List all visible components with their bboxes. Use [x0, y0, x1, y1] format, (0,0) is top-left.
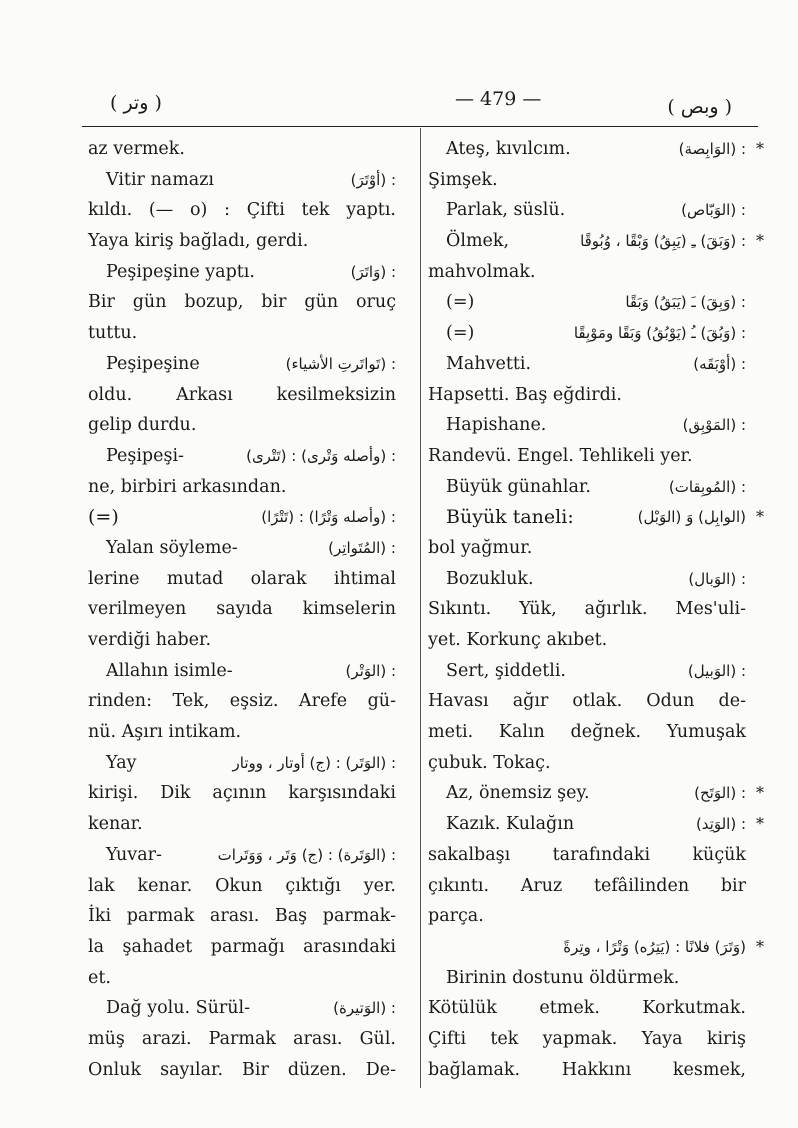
- entry-star-marker: *: [756, 231, 764, 251]
- entry-text: Hapsetti. Baş eğdirdi.: [428, 384, 622, 405]
- arabic-headword: : (أوْبَقَه): [693, 354, 746, 373]
- entry-line: [428, 410, 746, 441]
- entry-text: Yuvar-: [106, 844, 162, 865]
- arabic-headword: : (الوَتَر) : (ج) أوتار ، ووتار: [232, 753, 396, 772]
- entry-line: [88, 1024, 396, 1055]
- page-number: — 479 —: [455, 88, 542, 110]
- header-right-root: ( وبص ): [667, 96, 732, 118]
- arabic-headword: : (الوَتيرة): [333, 999, 396, 1018]
- right-column: [428, 134, 764, 1085]
- entry-line: [88, 594, 396, 625]
- entry-text: verdiği haber.: [88, 630, 212, 650]
- entry-text: Peşipeşine yaptı.: [106, 261, 255, 282]
- entry-text: Büyük taneli:: [446, 506, 574, 529]
- arabic-headword: (وَتَرَ) فلانًا : (يَتِرُه) وَتْرًا ، وتِرةً: [563, 937, 746, 956]
- entry-text: Havası ağır otlak. Odun de-: [428, 691, 746, 712]
- entry-text: Dağ yolu. Sürül-: [106, 998, 251, 1019]
- entry-text: çubuk. Tokaç.: [428, 752, 551, 773]
- entry-line: [88, 195, 396, 226]
- entry-line: [428, 257, 746, 288]
- entry-text: nü. Aşırı intikam.: [88, 722, 242, 743]
- entry-text: rinden: Tek, eşsiz. Arefe gü-: [88, 691, 396, 712]
- entry-text: (=): [446, 292, 475, 313]
- entry-line: [88, 778, 396, 809]
- entry-star-marker: *: [756, 139, 764, 158]
- entry-line: [428, 165, 746, 196]
- entry-line: [428, 963, 746, 994]
- entry-line: [428, 748, 746, 779]
- entry-text: müş arazi. Parmak arası. Gül.: [88, 1028, 396, 1049]
- entry-line: [88, 717, 396, 748]
- entry-line: [428, 717, 746, 748]
- entry-line: [428, 993, 746, 1024]
- entry-text: Sıkıntı. Yük, ağırlık. Mes'uli-: [428, 599, 746, 620]
- entry-line: [88, 963, 396, 994]
- entry-text: Onluk sayılar. Bir düzen. De-: [88, 1059, 396, 1080]
- entry-text: kirişi. Dik açının karşısındaki: [88, 783, 396, 804]
- entry-text: Kazık. Kulağın: [446, 814, 575, 835]
- entry-star-marker: *: [756, 814, 764, 834]
- entry-line: [428, 564, 746, 595]
- entry-line: [88, 1055, 396, 1086]
- entry-text: Vitir namazı: [106, 169, 215, 190]
- entry-line: [428, 656, 746, 687]
- entry-text: çıkıntı. Aruz tefâilinden bir: [428, 875, 746, 896]
- arabic-headword: : (الوَتَرة) : (ج) وَتَر ، وَوَتَرات: [217, 845, 396, 864]
- entry-line: [88, 564, 396, 595]
- arabic-headword: : (الوَتِد): [695, 815, 746, 834]
- entry-line: [88, 840, 396, 871]
- header-rule: [82, 126, 758, 127]
- entry-text: Kötülük etmek. Korkutmak.: [428, 998, 746, 1019]
- entry-line: [88, 410, 396, 441]
- entry-text: et.: [88, 967, 111, 988]
- entry-line: [88, 502, 396, 533]
- arabic-headword: : (أوْتَرَ): [350, 170, 396, 189]
- entry-text: Yay: [106, 752, 137, 773]
- entry-line: [428, 871, 746, 902]
- entry-text: mahvolmak.: [428, 261, 536, 282]
- entry-text: Peşipeşine: [106, 353, 200, 374]
- entry-text: Çifti tek yapmak. Yaya kiriş: [428, 1028, 746, 1049]
- entry-line: [88, 656, 396, 687]
- entry-line: [88, 287, 396, 318]
- entry-text: Sert, şiddetli.: [446, 660, 566, 681]
- entry-line: [428, 625, 746, 656]
- entry-text: (=): [88, 506, 119, 529]
- entry-line: [428, 1055, 746, 1086]
- entry-text: bol yağmur.: [428, 537, 533, 558]
- entry-text: (=): [446, 323, 475, 344]
- entry-text: Az, önemsiz şey.: [446, 783, 590, 804]
- arabic-headword: : (الوَابِصة): [678, 140, 746, 158]
- entry-line: [428, 226, 764, 257]
- entry-text: Hapishane.: [446, 415, 547, 436]
- entry-star-marker: *: [756, 783, 764, 803]
- entry-line: [428, 840, 746, 871]
- entry-text: meti. Kalın değnek. Yumuşak: [428, 722, 746, 743]
- entry-text: Mahvetti.: [446, 353, 532, 374]
- entry-line: [88, 871, 396, 902]
- entry-text: Ölmek,: [446, 231, 510, 252]
- entry-line: [88, 257, 396, 288]
- arabic-headword: : (وَبَقَ) ـِ (يَبِقُ) وَبْقًا ، وُبُوقًا: [580, 232, 746, 251]
- entry-line: [88, 625, 396, 656]
- entry-line: [428, 901, 746, 932]
- header-left-root: ( وتر ): [110, 92, 162, 114]
- entry-line: [428, 809, 764, 840]
- entry-line: [428, 195, 746, 226]
- entry-line: [88, 932, 396, 963]
- entry-text: Parlak, süslü.: [446, 200, 566, 221]
- entry-line: [88, 686, 396, 717]
- entry-text: yet. Korkunç akıbet.: [428, 630, 608, 650]
- entry-line: [88, 901, 396, 932]
- arabic-headword: : (الوَبال): [688, 569, 746, 588]
- entry-text: gelip durdu.: [88, 415, 197, 436]
- entry-text: Ateş, kıvılcım.: [446, 139, 571, 159]
- entry-text: Birinin dostunu öldürmek.: [446, 967, 680, 988]
- entry-line: [428, 502, 764, 533]
- entry-line: [428, 380, 746, 411]
- arabic-headword: : (المُوبِقات): [668, 477, 746, 496]
- entry-line: [88, 993, 396, 1024]
- arabic-headword: (الوابِل) وَ (الوَبْل): [637, 508, 746, 527]
- entry-line: [428, 533, 746, 564]
- entry-star-marker: *: [756, 507, 764, 527]
- entry-text: ne, birbiri arkasından.: [88, 476, 287, 497]
- arabic-headword: : (وأصله وَتْرًا) : (تَتْرًا): [261, 508, 396, 527]
- entry-line: [428, 134, 764, 165]
- column-divider: [420, 128, 421, 1088]
- entry-text: oldu. Arkası kesilmeksizin: [88, 384, 396, 405]
- arabic-headword: : (المُتَواتِر): [328, 538, 396, 557]
- entry-text: la şahadet parmağı arasındaki: [88, 936, 396, 957]
- entry-line: [428, 441, 746, 472]
- arabic-headword: : (الوَتَح): [694, 784, 746, 803]
- entry-text: Randevü. Engel. Tehlikeli yer.: [428, 445, 693, 466]
- entry-text: Bir gün bozup, bir gün oruç: [88, 292, 396, 313]
- entry-star-marker: *: [756, 936, 764, 956]
- arabic-headword: : (وأصله وَتْرى) : (تَتْرى): [246, 446, 396, 465]
- entry-text: İki parmak arası. Baş parmak-: [88, 906, 396, 927]
- arabic-headword: : (الوَبّاص): [681, 201, 746, 220]
- entry-line: [428, 932, 764, 963]
- arabic-headword: : (وَبُقَ) ـُ (يَوْبُقُ) وَبَقًا ومَوْبِقًا: [573, 324, 746, 343]
- entry-text: lak kenar. Okun çıktığı yer.: [88, 875, 396, 896]
- entry-line: [428, 349, 746, 380]
- entry-text: verilmeyen sayıda kimselerin: [88, 599, 396, 620]
- entry-line: [428, 1024, 746, 1055]
- entry-text: Yalan söyleme-: [106, 537, 238, 558]
- entry-text: Yaya kiriş bağladı, gerdi.: [88, 231, 309, 252]
- entry-line: [88, 134, 396, 165]
- entry-line: [428, 686, 746, 717]
- entry-text: az vermek.: [88, 139, 185, 159]
- entry-line: [88, 226, 396, 257]
- entry-line: [428, 778, 764, 809]
- entry-line: [88, 165, 396, 196]
- entry-line: [428, 472, 746, 503]
- arabic-headword: : (وَاتَرَ): [350, 262, 396, 281]
- entry-line: [88, 809, 396, 840]
- entry-text: Şimşek.: [428, 169, 498, 190]
- entry-line: [428, 594, 746, 625]
- arabic-headword: : (المَوْبِق): [682, 416, 746, 435]
- entry-text: sakalbaşı tarafındaki küçük: [428, 844, 746, 865]
- entry-line: [88, 472, 396, 503]
- entry-line: [88, 533, 396, 564]
- entry-text: kenar.: [88, 814, 143, 835]
- entry-text: tuttu.: [88, 323, 138, 344]
- entry-text: bağlamak. Hakkını kesmek,: [428, 1059, 746, 1080]
- entry-line: [428, 287, 746, 318]
- entry-line: [88, 380, 396, 411]
- arabic-headword: : (الوَتْر): [345, 661, 396, 680]
- entry-text: kıldı. (— o) : Çifti tek yaptı.: [88, 200, 396, 221]
- entry-line: [88, 748, 396, 779]
- entry-line: [88, 349, 396, 380]
- left-column: [88, 134, 396, 1085]
- entry-line: [88, 441, 396, 472]
- entry-text: Bozukluk.: [446, 568, 534, 589]
- arabic-headword: : (الوَبيل): [687, 661, 746, 680]
- entry-text: Büyük günahlar.: [446, 476, 591, 497]
- page-header: [80, 88, 760, 124]
- entry-text: parça.: [428, 906, 484, 927]
- entry-line: [428, 318, 746, 349]
- entry-text: Allahın isimle-: [106, 660, 233, 681]
- arabic-headword: : (وَبِقَ) ـَ (يَبَقُ) وَبَقًا: [625, 293, 746, 312]
- entry-text: Peşipeşi-: [106, 445, 184, 466]
- arabic-headword: : (تَواتَرتِ الأشياء): [285, 354, 396, 373]
- entry-text: lerine mutad olarak ihtimal: [88, 568, 396, 589]
- entry-line: [88, 318, 396, 349]
